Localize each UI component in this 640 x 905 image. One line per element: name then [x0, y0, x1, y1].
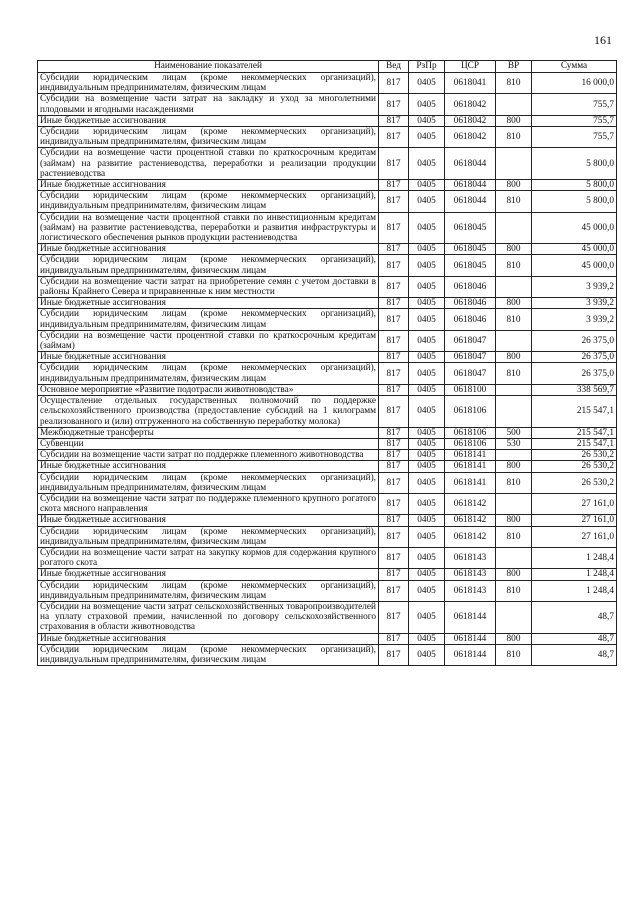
table-row	[38, 330, 617, 351]
table-row	[38, 191, 617, 212]
cell-sum: 45 000,0	[532, 255, 617, 276]
cell-csr: 0618046	[445, 309, 496, 330]
cell-sum: 26 530,2	[532, 450, 617, 461]
cell-ved: 817	[379, 73, 409, 94]
cell-ved: 817	[379, 601, 409, 633]
cell-rzpr: 0405	[409, 515, 445, 526]
cell-csr: 0618042	[445, 127, 496, 148]
cell-name: Межбюджетные трансферты	[38, 427, 379, 438]
cell-csr: 0618106	[445, 396, 496, 428]
cell-ved: 817	[379, 526, 409, 547]
table-row	[38, 396, 617, 428]
cell-rzpr: 0405	[409, 191, 445, 212]
cell-csr: 0618045	[445, 255, 496, 276]
cell-csr: 0618047	[445, 352, 496, 363]
cell-ved: 817	[379, 127, 409, 148]
cell-csr: 0618144	[445, 601, 496, 633]
cell-rzpr: 0405	[409, 461, 445, 472]
header-sum: Сумма	[532, 61, 617, 73]
table-body	[38, 73, 617, 666]
cell-vr: 810	[496, 255, 532, 276]
cell-name: Субсидии юридическим лицам (кроме некоммерческих организаций), индивидуальным предпринимателям, физическим лицам	[38, 472, 379, 493]
cell-name: Иные бюджетные ассигнования	[38, 515, 379, 526]
header-vr: ВР	[496, 61, 532, 73]
cell-sum: 338 569,7	[532, 384, 617, 395]
cell-ved: 817	[379, 633, 409, 644]
cell-sum: 215 547,1	[532, 438, 617, 449]
cell-vr: 810	[496, 309, 532, 330]
table-row	[38, 94, 617, 115]
cell-name: Иные бюджетные ассигнования	[38, 244, 379, 255]
cell-ved: 817	[379, 396, 409, 428]
cell-sum: 27 161,0	[532, 526, 617, 547]
cell-ved: 817	[379, 493, 409, 514]
table-row	[38, 569, 617, 580]
cell-vr: 500	[496, 427, 532, 438]
table-row	[38, 547, 617, 568]
cell-vr: 800	[496, 115, 532, 126]
cell-rzpr: 0405	[409, 438, 445, 449]
cell-vr: 810	[496, 127, 532, 148]
table-row	[38, 493, 617, 514]
cell-vr: 800	[496, 515, 532, 526]
cell-rzpr: 0405	[409, 148, 445, 180]
cell-sum: 26 375,0	[532, 363, 617, 384]
cell-rzpr: 0405	[409, 396, 445, 428]
table-row	[38, 580, 617, 601]
cell-sum: 1 248,4	[532, 547, 617, 568]
cell-name: Субсидии юридическим лицам (кроме некоммерческих организаций), индивидуальным предпринимателям, физическим лицам	[38, 191, 379, 212]
cell-rzpr: 0405	[409, 330, 445, 351]
cell-name: Субсидии юридическим лицам (кроме некоммерческих организаций), индивидуальным предпринимателям, физическим лицам	[38, 526, 379, 547]
cell-vr: 810	[496, 580, 532, 601]
cell-vr	[496, 384, 532, 395]
cell-csr: 0618142	[445, 526, 496, 547]
cell-csr: 0618143	[445, 580, 496, 601]
cell-rzpr: 0405	[409, 73, 445, 94]
cell-vr: 810	[496, 363, 532, 384]
cell-name: Субсидии на возмещение части процентной ставки по краткосрочным кредитам (займам) на развитие растениеводства, переработки и реализации продукции растениеводства	[38, 148, 379, 180]
cell-rzpr: 0405	[409, 472, 445, 493]
table-row	[38, 461, 617, 472]
cell-sum: 45 000,0	[532, 244, 617, 255]
cell-vr	[496, 396, 532, 428]
cell-csr: 0618045	[445, 212, 496, 244]
cell-rzpr: 0405	[409, 450, 445, 461]
cell-ved: 817	[379, 115, 409, 126]
cell-name: Субсидии юридическим лицам (кроме некоммерческих организаций), индивидуальным предпринимателям, физическим лицам	[38, 580, 379, 601]
cell-ved: 817	[379, 309, 409, 330]
cell-csr: 0618046	[445, 276, 496, 297]
cell-vr	[496, 330, 532, 351]
header-name: Наименование показателей	[38, 61, 379, 73]
cell-name: Субсидии на возмещение части затрат на приобретение семян с учетом доставки в районы Крайнего Севера и приравненные к ним местности	[38, 276, 379, 297]
cell-sum: 3 939,2	[532, 276, 617, 297]
cell-csr: 0618142	[445, 515, 496, 526]
cell-vr: 800	[496, 244, 532, 255]
cell-csr: 0618046	[445, 298, 496, 309]
cell-ved: 817	[379, 427, 409, 438]
cell-name: Субсидии на возмещение части затрат на закладку и уход за многолетними плодовыми и ягодными насаждениями	[38, 94, 379, 115]
cell-name: Субсидии юридическим лицам (кроме некоммерческих организаций), индивидуальным предпринимателям, физическим лицам	[38, 309, 379, 330]
cell-csr: 0618041	[445, 73, 496, 94]
cell-ved: 817	[379, 580, 409, 601]
table-header-row	[38, 61, 617, 73]
table-row	[38, 298, 617, 309]
cell-rzpr: 0405	[409, 384, 445, 395]
cell-sum: 5 800,0	[532, 180, 617, 191]
cell-csr: 0618044	[445, 191, 496, 212]
cell-ved: 817	[379, 191, 409, 212]
cell-rzpr: 0405	[409, 94, 445, 115]
cell-csr: 0618143	[445, 547, 496, 568]
table-row	[38, 515, 617, 526]
cell-rzpr: 0405	[409, 180, 445, 191]
cell-name: Иные бюджетные ассигнования	[38, 298, 379, 309]
cell-name: Иные бюджетные ассигнования	[38, 461, 379, 472]
cell-vr: 810	[496, 644, 532, 665]
cell-sum: 26 375,0	[532, 352, 617, 363]
cell-ved: 817	[379, 472, 409, 493]
cell-rzpr: 0405	[409, 352, 445, 363]
cell-rzpr: 0405	[409, 244, 445, 255]
table-row	[38, 427, 617, 438]
cell-rzpr: 0405	[409, 493, 445, 514]
cell-name: Субвенции	[38, 438, 379, 449]
cell-vr: 800	[496, 633, 532, 644]
page-number: 161	[594, 33, 612, 47]
cell-sum: 48,7	[532, 633, 617, 644]
table-row	[38, 127, 617, 148]
cell-name: Осуществление отдельных государственных полномочий по поддержке сельскохозяйственного производства (предоставление субсидий на 1 килограмм реализованного и (или) отгруженного на собственную переработку молока)	[38, 396, 379, 428]
cell-csr: 0618044	[445, 180, 496, 191]
cell-rzpr: 0405	[409, 580, 445, 601]
cell-sum: 215 547,1	[532, 427, 617, 438]
cell-vr: 810	[496, 472, 532, 493]
cell-vr	[496, 148, 532, 180]
table-row	[38, 363, 617, 384]
cell-rzpr: 0405	[409, 633, 445, 644]
cell-csr: 0618144	[445, 644, 496, 665]
cell-rzpr: 0405	[409, 363, 445, 384]
cell-csr: 0618106	[445, 427, 496, 438]
budget-table	[37, 60, 617, 666]
cell-name: Иные бюджетные ассигнования	[38, 569, 379, 580]
table-row	[38, 244, 617, 255]
cell-vr: 810	[496, 73, 532, 94]
cell-rzpr: 0405	[409, 569, 445, 580]
table-row	[38, 644, 617, 665]
cell-ved: 817	[379, 450, 409, 461]
cell-sum: 26 530,2	[532, 472, 617, 493]
cell-name: Иные бюджетные ассигнования	[38, 352, 379, 363]
cell-sum: 3 939,2	[532, 298, 617, 309]
cell-name: Субсидии юридическим лицам (кроме некоммерческих организаций), индивидуальным предпринимателям, физическим лицам	[38, 644, 379, 665]
cell-sum: 755,7	[532, 94, 617, 115]
header-ved: Вед	[379, 61, 409, 73]
cell-sum: 48,7	[532, 644, 617, 665]
cell-ved: 817	[379, 148, 409, 180]
cell-name: Субсидии на возмещение части затрат сельскохозяйственных товаропроизводителей на уплату страховой премии, начисленной по договору сельскохозяйственного страхования в области животноводства	[38, 601, 379, 633]
table-row	[38, 472, 617, 493]
cell-rzpr: 0405	[409, 547, 445, 568]
table-row	[38, 255, 617, 276]
cell-sum: 215 547,1	[532, 396, 617, 428]
cell-ved: 817	[379, 384, 409, 395]
cell-vr	[496, 547, 532, 568]
cell-csr: 0618047	[445, 363, 496, 384]
cell-rzpr: 0405	[409, 127, 445, 148]
cell-rzpr: 0405	[409, 526, 445, 547]
cell-ved: 817	[379, 569, 409, 580]
cell-vr: 800	[496, 180, 532, 191]
cell-csr: 0618045	[445, 244, 496, 255]
header-rzpr: РзПр	[409, 61, 445, 73]
cell-name: Иные бюджетные ассигнования	[38, 115, 379, 126]
cell-name: Субсидии юридическим лицам (кроме некоммерческих организаций), индивидуальным предпринимателям, физическим лицам	[38, 73, 379, 94]
cell-vr	[496, 601, 532, 633]
cell-sum: 27 161,0	[532, 515, 617, 526]
table-row	[38, 352, 617, 363]
cell-sum: 16 000,0	[532, 73, 617, 94]
cell-name: Субсидии на возмещение части процентной ставки по инвестиционным кредитам (займам) на развитие растениеводства, переработки и развития инфраструктуры и логистического обеспечения рынков продукции растениеводства	[38, 212, 379, 244]
cell-csr: 0618100	[445, 384, 496, 395]
cell-ved: 817	[379, 515, 409, 526]
cell-ved: 817	[379, 363, 409, 384]
table-row	[38, 526, 617, 547]
cell-sum: 755,7	[532, 127, 617, 148]
table-row	[38, 115, 617, 126]
cell-name: Основное мероприятие «Развитие подотрасли животноводства»	[38, 384, 379, 395]
cell-csr: 0618042	[445, 94, 496, 115]
cell-ved: 817	[379, 352, 409, 363]
cell-csr: 0618144	[445, 633, 496, 644]
table-row	[38, 450, 617, 461]
cell-csr: 0618042	[445, 115, 496, 126]
cell-rzpr: 0405	[409, 212, 445, 244]
cell-vr	[496, 493, 532, 514]
cell-name: Субсидии юридическим лицам (кроме некоммерческих организаций), индивидуальным предпринимателям, физическим лицам	[38, 255, 379, 276]
cell-ved: 817	[379, 298, 409, 309]
cell-name: Субсидии юридическим лицам (кроме некоммерческих организаций), индивидуальным предпринимателям, физическим лицам	[38, 363, 379, 384]
cell-csr: 0618142	[445, 493, 496, 514]
cell-name: Субсидии на возмещение части затрат по поддержке племенного животноводства	[38, 450, 379, 461]
table-row	[38, 148, 617, 180]
cell-ved: 817	[379, 330, 409, 351]
cell-vr	[496, 212, 532, 244]
cell-rzpr: 0405	[409, 309, 445, 330]
table-row	[38, 601, 617, 633]
table-row	[38, 212, 617, 244]
cell-csr: 0618141	[445, 472, 496, 493]
cell-sum: 45 000,0	[532, 212, 617, 244]
cell-name: Субсидии на возмещение части затрат на закупку кормов для содержания крупного рогатого скота	[38, 547, 379, 568]
cell-vr	[496, 276, 532, 297]
cell-sum: 5 800,0	[532, 148, 617, 180]
cell-ved: 817	[379, 547, 409, 568]
cell-ved: 817	[379, 244, 409, 255]
cell-ved: 817	[379, 461, 409, 472]
cell-ved: 817	[379, 276, 409, 297]
cell-sum: 755,7	[532, 115, 617, 126]
cell-sum: 1 248,4	[532, 580, 617, 601]
table-row	[38, 180, 617, 191]
cell-csr: 0618141	[445, 461, 496, 472]
cell-csr: 0618141	[445, 450, 496, 461]
cell-rzpr: 0405	[409, 427, 445, 438]
cell-rzpr: 0405	[409, 298, 445, 309]
cell-vr: 800	[496, 352, 532, 363]
cell-vr: 800	[496, 461, 532, 472]
cell-ved: 817	[379, 255, 409, 276]
cell-name: Субсидии на возмещение части процентной ставки по краткосрочным кредитам (займам)	[38, 330, 379, 351]
cell-ved: 817	[379, 212, 409, 244]
table-row	[38, 633, 617, 644]
cell-ved: 817	[379, 644, 409, 665]
cell-rzpr: 0405	[409, 644, 445, 665]
cell-sum: 48,7	[532, 601, 617, 633]
cell-name: Субсидии на возмещение части затрат по поддержке племенного крупного рогатого скота мясного направления	[38, 493, 379, 514]
cell-sum: 5 800,0	[532, 191, 617, 212]
cell-name: Иные бюджетные ассигнования	[38, 633, 379, 644]
cell-rzpr: 0405	[409, 255, 445, 276]
table-row	[38, 309, 617, 330]
table-row	[38, 276, 617, 297]
cell-vr	[496, 94, 532, 115]
cell-csr: 0618047	[445, 330, 496, 351]
cell-csr: 0618143	[445, 569, 496, 580]
cell-vr: 810	[496, 526, 532, 547]
cell-rzpr: 0405	[409, 115, 445, 126]
cell-vr: 800	[496, 298, 532, 309]
cell-vr: 530	[496, 438, 532, 449]
cell-ved: 817	[379, 94, 409, 115]
cell-sum: 27 161,0	[532, 493, 617, 514]
header-csr: ЦСР	[445, 61, 496, 73]
cell-sum: 3 939,2	[532, 309, 617, 330]
cell-name: Субсидии юридическим лицам (кроме некоммерческих организаций), индивидуальным предпринимателям, физическим лицам	[38, 127, 379, 148]
cell-sum: 26 375,0	[532, 330, 617, 351]
cell-vr: 810	[496, 191, 532, 212]
cell-sum: 1 248,4	[532, 569, 617, 580]
cell-csr: 0618106	[445, 438, 496, 449]
cell-vr	[496, 450, 532, 461]
cell-csr: 0618044	[445, 148, 496, 180]
table-row	[38, 438, 617, 449]
cell-name: Иные бюджетные ассигнования	[38, 180, 379, 191]
cell-sum: 26 530,2	[532, 461, 617, 472]
cell-ved: 817	[379, 438, 409, 449]
table-row	[38, 73, 617, 94]
cell-vr: 800	[496, 569, 532, 580]
cell-rzpr: 0405	[409, 276, 445, 297]
cell-ved: 817	[379, 180, 409, 191]
cell-rzpr: 0405	[409, 601, 445, 633]
table-row	[38, 384, 617, 395]
